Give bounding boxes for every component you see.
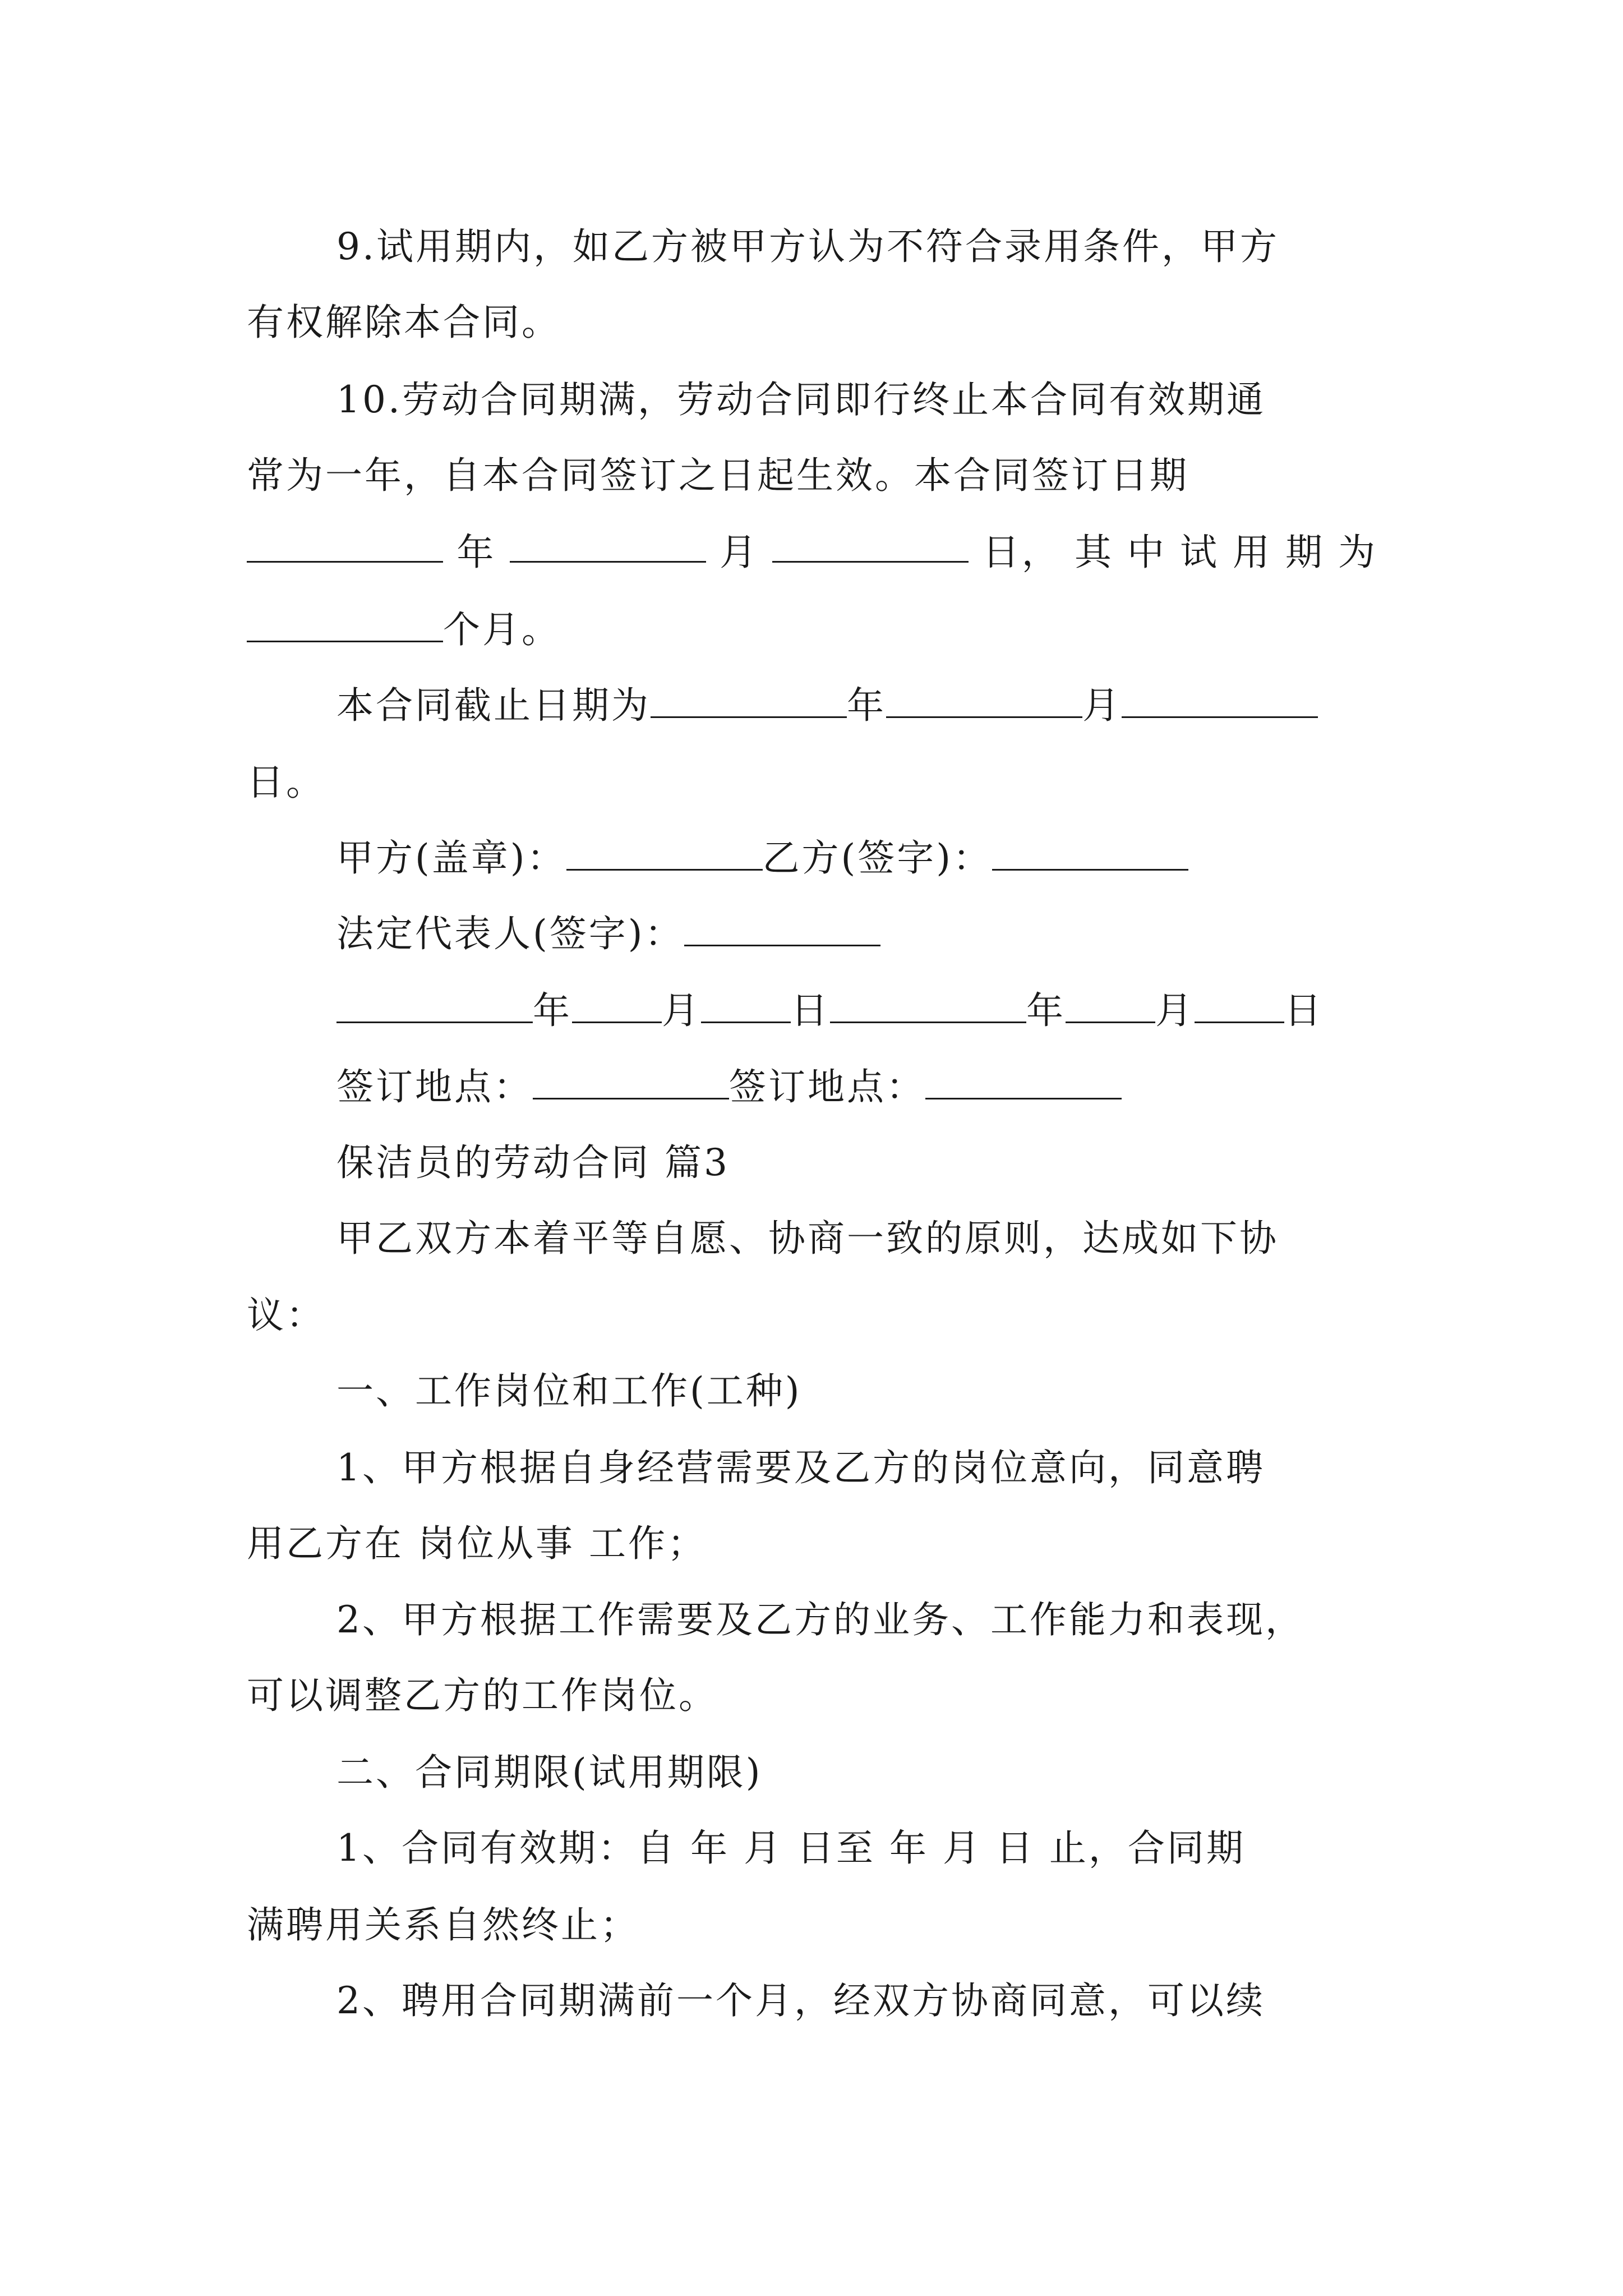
section3-item2-line2: 可以调整乙方的工作岗位。 — [247, 1674, 718, 1717]
signature-date-line — [336, 986, 1481, 1036]
section3-item3-line2: 满聘用关系自然终止； — [247, 1903, 639, 1947]
a-day-blank — [701, 988, 791, 1023]
party-b-blank — [992, 835, 1188, 871]
sign-place-a-label: 签订地点： — [336, 1065, 533, 1108]
end-day-blank — [1122, 683, 1318, 718]
party-signature-line — [336, 833, 1481, 884]
b-year-label: 年 — [1026, 989, 1066, 1032]
section3-item3-line1: 1、合同有效期：自 年 月 日至 年 月 日 止，合同期 — [336, 1826, 1246, 1870]
sign-place-line — [336, 1062, 1481, 1112]
section3-heading1: 一、工作岗位和工作(工种) — [336, 1369, 802, 1412]
clause10-line1: 10.劳动合同期满，劳动合同即行终止本合同有效期通 — [336, 378, 1266, 421]
a-month-blank — [572, 988, 662, 1023]
a-year-label: 年 — [533, 989, 572, 1032]
clause9-line2: 有权解除本合同。 — [247, 301, 561, 344]
probation-months-blank — [247, 607, 443, 642]
signing-year-label: 年 — [457, 531, 496, 574]
section3-item1-line2: 用乙方在 岗位从事 工作； — [247, 1522, 707, 1565]
probation-months-label: 个月。 — [443, 608, 561, 651]
end-date-day: 日。 — [247, 761, 325, 804]
signing-month-blank — [510, 527, 706, 563]
sign-place-b-blank — [925, 1064, 1122, 1099]
a-month-label: 月 — [662, 989, 701, 1032]
signing-day-label: 日， — [982, 531, 1061, 574]
section3-item1-line1: 1、甲方根据自身经营需要及乙方的岗位意向，同意聘 — [336, 1446, 1265, 1489]
probation-text: 其中试用期为 — [1074, 531, 1391, 574]
section3-intro-line2: 议： — [247, 1294, 325, 1337]
end-month-blank — [886, 683, 1082, 718]
a-year-blank — [336, 988, 533, 1023]
party-a-blank — [566, 835, 763, 871]
party-a-label: 甲方(盖章)： — [336, 836, 566, 880]
legal-rep-blank — [684, 911, 880, 946]
section3-heading2: 二、合同期限(试用期限) — [336, 1751, 763, 1794]
sign-place-a-blank — [533, 1064, 729, 1099]
b-month-label: 月 — [1155, 989, 1195, 1032]
signing-year-blank — [247, 527, 443, 563]
legal-rep-line — [336, 909, 1481, 959]
clause9-line1: 9.试用期内，如乙方被甲方认为不符合录用条件，甲方 — [336, 225, 1279, 268]
end-year-blank — [651, 683, 847, 718]
party-b-label: 乙方(签字)： — [762, 836, 992, 880]
end-date-prefix: 本合同截止日期为 — [336, 684, 651, 727]
end-date-line — [336, 680, 1391, 731]
a-day-label: 日 — [791, 989, 830, 1032]
b-year-blank — [830, 988, 1026, 1023]
end-year-label: 年 — [847, 684, 886, 727]
section3-item4-line1: 2、聘用合同期满前一个月，经双方协商同意，可以续 — [336, 1979, 1265, 2022]
signing-month-label: 月 — [719, 531, 759, 574]
section3-title: 保洁员的劳动合同 篇3 — [336, 1141, 730, 1184]
clause10-probation-line — [247, 605, 1391, 655]
signing-day-blank — [772, 527, 969, 563]
clause10-line2: 常为一年，自本合同签订之日起生效。本合同签订日期 — [247, 454, 1189, 497]
end-month-label: 月 — [1082, 684, 1122, 727]
sign-place-b-label: 签订地点： — [729, 1065, 925, 1108]
b-month-blank — [1066, 988, 1155, 1023]
section3-item2-line1: 2、甲方根据工作需要及乙方的业务、工作能力和表现， — [336, 1598, 1304, 1641]
b-day-label: 日 — [1284, 989, 1324, 1032]
b-day-blank — [1195, 988, 1284, 1023]
clause10-date-line — [247, 527, 1391, 578]
legal-rep-label: 法定代表人(签字)： — [336, 912, 684, 955]
section3-intro-line1: 甲乙双方本着平等自愿、协商一致的原则，达成如下协 — [336, 1217, 1279, 1260]
